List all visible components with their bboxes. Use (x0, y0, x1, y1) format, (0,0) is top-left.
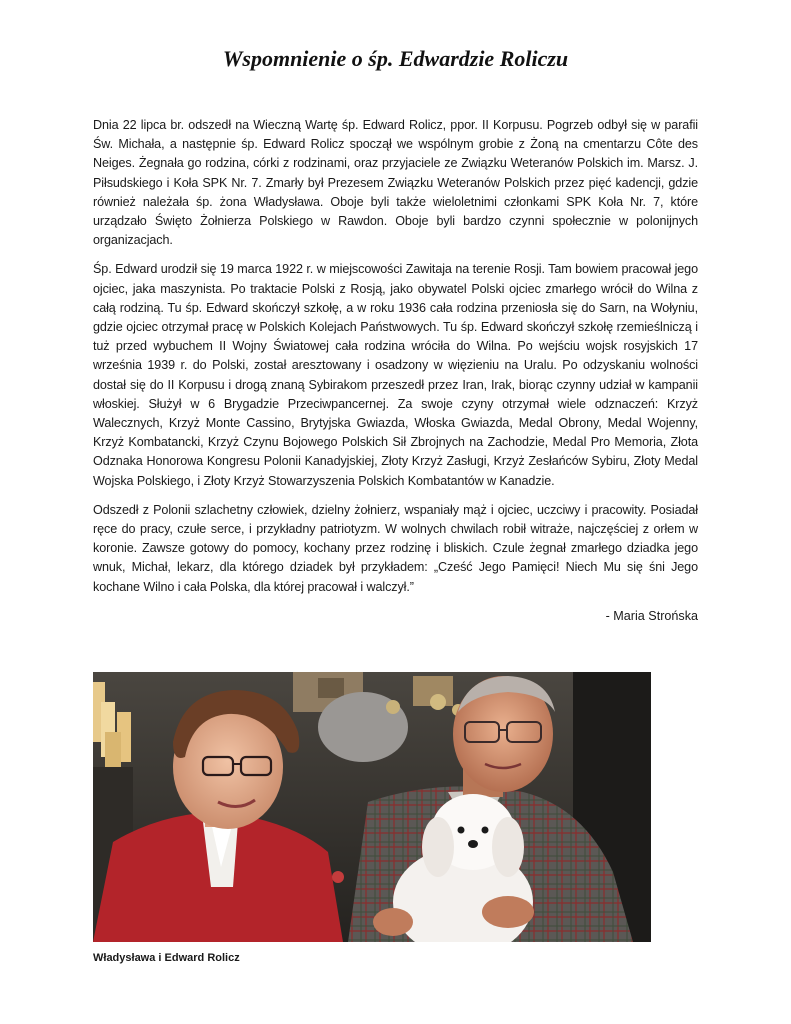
author-signature: - Maria Strońska (605, 608, 698, 623)
article-body (93, 116, 698, 626)
page-title: Wspomnienie o śp. Edwardzie Roliczu (222, 46, 569, 71)
couple-photo (93, 672, 651, 942)
paragraph-1: Dnia 22 lipca br. odszedł na Wieczną Wartę śp. Edward Rolicz, ppor. II Korpusu. Pogrzeb odbył się w parafii Św. Michała, a następnie śp. Edward Rolicz spoczął we wspólnym grobie z Żoną na cmentarzu Côte des Neiges. Żegnała go rodzina, córki z rodzinami, oraz przyjaciele ze Związku Weteranów Polskich im. Marsz. J. Piłsudskiego i Koła SPK Nr. 7. Zmarły był Prezesem Związku Weteranów Polskich przez pięć kadencji, gdzie również należała śp. żona Władysława. Oboje byli także wieloletnimi członkami SPK Koła Nr. 7, które urządzało Święto Żołnierza Polskiego w Rawdon. Oboje byli bardzo czynni społecznie w polonijnych organizacjach. (93, 118, 698, 248)
photo-caption: Władysława i Edward Rolicz (93, 952, 240, 964)
paragraph-2: Śp. Edward urodził się 19 marca 1922 r. w miejscowości Zawitaja na terenie Rosji. Tam bowiem pracował jego ojciec, jaka maszynista. Po traktacie Polski z Rosją, jako obywatel Polski ojciec zmarłego wrócił do Wilna z całą rodziną. Tu śp. Edward skończył szkołę, a w roku 1936 cała rodzina przeniosła się do Sarn, na Wołyniu, gdzie ojciec otrzymał pracę w Polskich Kolejach Państwowych. Tu śp. Edward skończył szkołę rzemieślniczą i tuż przed wybuchem II Wojny Światowej cała rodzina wróciła do Wilna. Po wejściu wojsk rosyjskich 17 września 1939 r. do Polski, został aresztowany i osadzony w więzieniu na Uralu. Po odzyskaniu wolności dostał się do II Korpusu i drogą znaną Sybirakom przeszedł przez Iran, Irak, biorąc czynny udział w kampanii włoskiej. Służył w 6 Brygadzie Przeciwpancernej. Za swoje czyny otrzymał wiele odznaczeń: Krzyż Walecznych, Krzyż Monte Cassino, Brytyjska Gwiazda, Włoska Gwiazda, Medal Obrony, Medal Wojenny, Krzyż Kombatancki, Krzyż Czynu Bojowego Polskich Sił Zbrojnych na Zachodzie, Medal Pro Memoria, Złota Odznaka Honorowa Kongresu Polonii Kanadyjskiej, Złoty Krzyż Zasługi, Krzyż Zesłańców Sybiru, Złoty Medal Wojska Polskiego, i Złoty Krzyż Stowarzyszenia Polskich Kombatantów w Kanadzie. (93, 262, 698, 488)
paragraph-3: Odszedł z Polonii szlachetny człowiek, dzielny żołnierz, wspaniały mąż i ojciec, uczciwy i pracowity. Posiadał ręce do pracy, czułe serce, i przykładny patriotyzm. W wolnych chwilach robił witraże, najczęściej z orłem w koronie. Zawsze gotowy do pomocy, kochany przez rodzinę i bliskich. Czule żegnał zmarłego dziadka jego wnuk, Michał, lekarz, dla którego dziadek był przykładem: „Cześć Jego Pamięci! Niech Mu się śni Jego kochane Wilno i cała Polska, dla której pracował i walczył.” (93, 502, 698, 594)
